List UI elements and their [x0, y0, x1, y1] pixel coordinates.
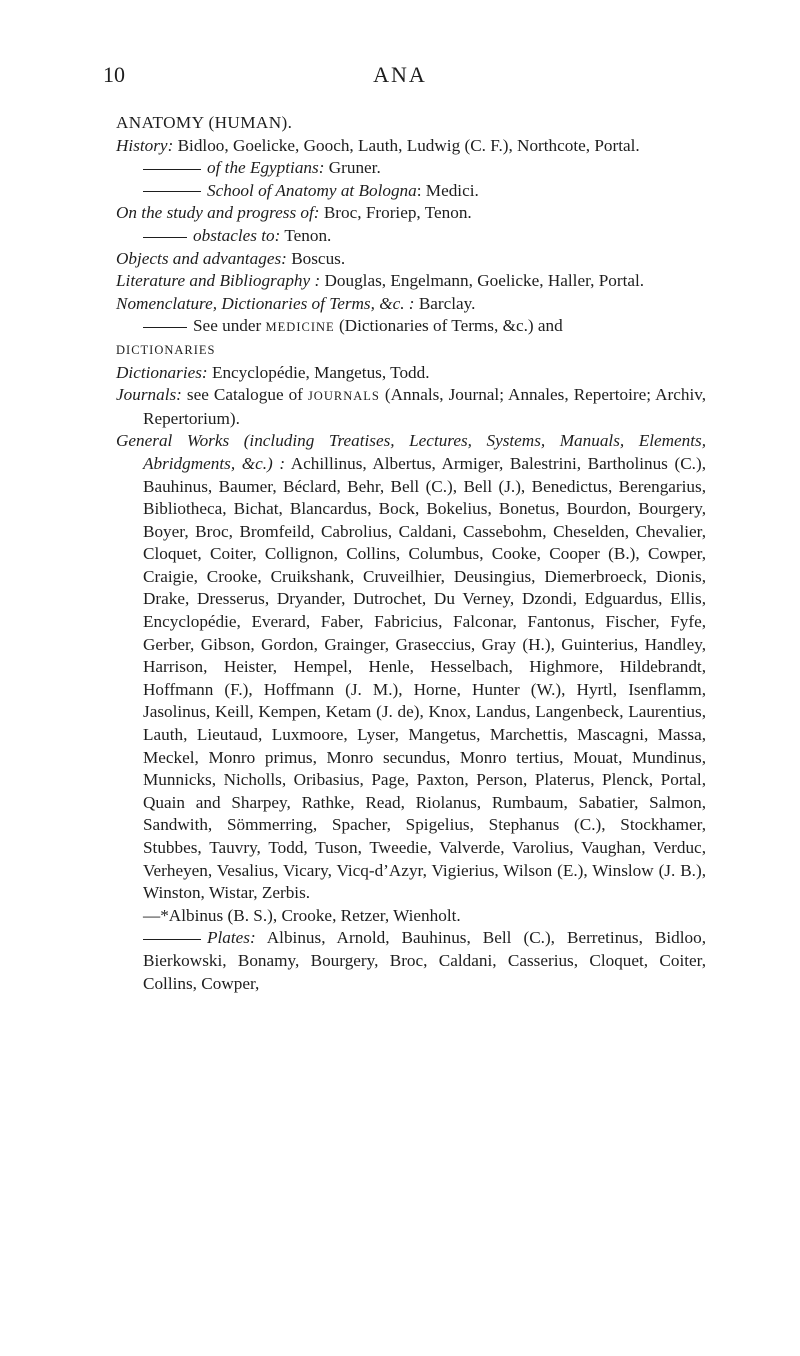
- index-entry-bologna: [116, 180, 706, 203]
- entry-text: Tenon.: [280, 225, 332, 245]
- entry-label: On the study and progress of:: [116, 203, 320, 223]
- ditto-dash: [143, 939, 201, 940]
- index-entry-plates: [116, 927, 706, 995]
- entry-label: General Works (including Treatises, Lectures, Systems, Manuals, Elements, Abridgments, &c.) :: [116, 431, 706, 473]
- cross-reference: MEDICINE: [265, 320, 335, 335]
- ditto-dash: [143, 237, 187, 238]
- index-entry-starred: [116, 905, 706, 928]
- entry-label: Dictionaries:: [116, 362, 208, 382]
- cross-reference: JOURNALS: [307, 389, 380, 404]
- entry-label: History:: [116, 135, 174, 155]
- entry-text: : Medici.: [416, 180, 479, 200]
- section-heading: ANATOMY (HUMAN).: [116, 113, 293, 132]
- entry-label: Literature and Bibliography :: [116, 271, 321, 291]
- page-number: 10: [103, 62, 125, 87]
- entry-label: Plates:: [207, 928, 256, 948]
- entry-text: (Dictionaries of Terms, &c.) and: [334, 316, 563, 336]
- entry-text: Encyclopédie, Mangetus, Todd.: [207, 362, 430, 382]
- index-entry-journals: [116, 384, 706, 430]
- running-head: ANA: [373, 62, 427, 87]
- entry-text: See under: [193, 316, 266, 336]
- entry-text: Albinus, Arnold, Bauhinus, Bell (C.), Berretinus, Bidloo, Bierkowski, Bonamy, Bourgery, Broc, Caldani, Casserius, Cloquet, Coiter, Collins, Cowper,: [143, 928, 706, 993]
- entry-text: Bidloo, Goelicke, Gooch, Lauth, Ludwig (C. F.), Northcote, Portal.: [173, 135, 640, 155]
- entry-text: Broc, Froriep, Tenon.: [319, 203, 472, 223]
- entry-text: Boscus.: [286, 248, 346, 268]
- index-content: [116, 112, 706, 995]
- entry-text: Barclay.: [414, 293, 476, 313]
- entry-label: Objects and advantages:: [116, 248, 287, 268]
- entry-label: Nomenclature, Dictionaries of Terms, &c. :: [116, 293, 415, 313]
- ditto-dash: [143, 169, 201, 170]
- entry-label: obstacles to:: [193, 225, 281, 245]
- index-entry-general-works: [116, 430, 706, 904]
- entry-text: Gruner.: [324, 158, 381, 178]
- index-entry-literature: [116, 270, 706, 293]
- index-entry-dictionaries: [116, 362, 706, 385]
- entry-label: of the Egyptians:: [207, 158, 325, 178]
- cross-reference: DICTIONARIES: [116, 342, 216, 357]
- entry-text: —*Albinus (B. S.), Crooke, Retzer, Wienholt.: [143, 905, 461, 925]
- index-entry-objects: [116, 248, 706, 271]
- entry-text: Achillinus, Albertus, Armiger, Balestrini, Bartholinus (C.), Bauhinus, Baumer, Béclard, Behr, Bell (C.), Bell (J.), Benedictus, Berengarius, Bibliotheca, Bichat, Blancardus, Bock, Bokelius, Bonetus, Bourdon, Bourgery, Boyer, Broc, Bromfeild, Cabrolius, Caldani, Cassebohm, Cheselden, Chevalier, Cloquet, Coiter, Collignon, Collins, Columbus, Cooke, Cooper (B.), Cowper, Craigie, Crooke, Cruikshank, Cruveilhier, Deusingius, Diemerbroeck, Dionis, Drake, Dresserus, Dryander, Dutrochet, Du Verney, Dzondi, Edguardus, Ellis, Encyclopédie, Everard, Faber, Fabricius, Falconar, Fantonus, Fischer, Fyfe, Gerber, Gibson, Gordon, Grainger, Graseccius, Gray (H.), Guinterius, Handley, Harrison, Heister, Hempel, Henle, Hesselbach, Highmore, Hildebrandt, Hoffmann (F.), Hoffmann (J. M.), Horne, Hunter (W.), Hyrtl, Isenflamm, Jasolinus, Keill, Kempen, Ketam (J. de), Knox, Landus, Langenbeck, Laurentius, Lauth, Lieutaud, Luxmoore, Lyser, Mangetus, Marchettis, Mascagni, Massa, Meckel, Monro primus, Monro secundus, Monro tertius, Mouat, Mundinus, Munnicks, Nicholls, Oribasius, Page, Paxton, Person, Platerus, Plenck, Portal, Quain and Sharpey, Rathke, Read, Riolanus, Rumbaum, Sabatier, Salmon, Sandwith, Sömmerring, Spacher, Spigelius, Stephanus (C.), Stockhamer, Stubbes, Tauvry, Todd, Tuson, Tweedie, Valverde, Varolius, Vaughan, Verduc, Verheyen, Vesalius, Vicary, Vicq-d’Azyr, Vigierius, Wilson (E.), Winslow (J. B.), Winston, Wistar, Zerbis.: [143, 453, 706, 903]
- index-entry-see-under: [116, 315, 706, 361]
- index-entry-egyptians: [116, 157, 706, 180]
- index-entry-obstacles: [116, 225, 706, 248]
- entry-text: Douglas, Engelmann, Goelicke, Haller, Portal.: [320, 271, 645, 291]
- index-entry-study-progress: [116, 202, 706, 225]
- ditto-dash: [143, 191, 201, 192]
- entry-text: (Annals, Journal; Annales, Repertoire; Archiv, Repertorium).: [143, 385, 706, 428]
- index-entry-history: [116, 135, 706, 158]
- entry-label: Journals:: [116, 385, 182, 405]
- ditto-dash: [143, 327, 187, 328]
- index-entry-nomenclature: [116, 293, 706, 316]
- entry-label: School of Anatomy at Bologna: [207, 180, 417, 200]
- entry-text: see Catalogue of: [181, 385, 308, 405]
